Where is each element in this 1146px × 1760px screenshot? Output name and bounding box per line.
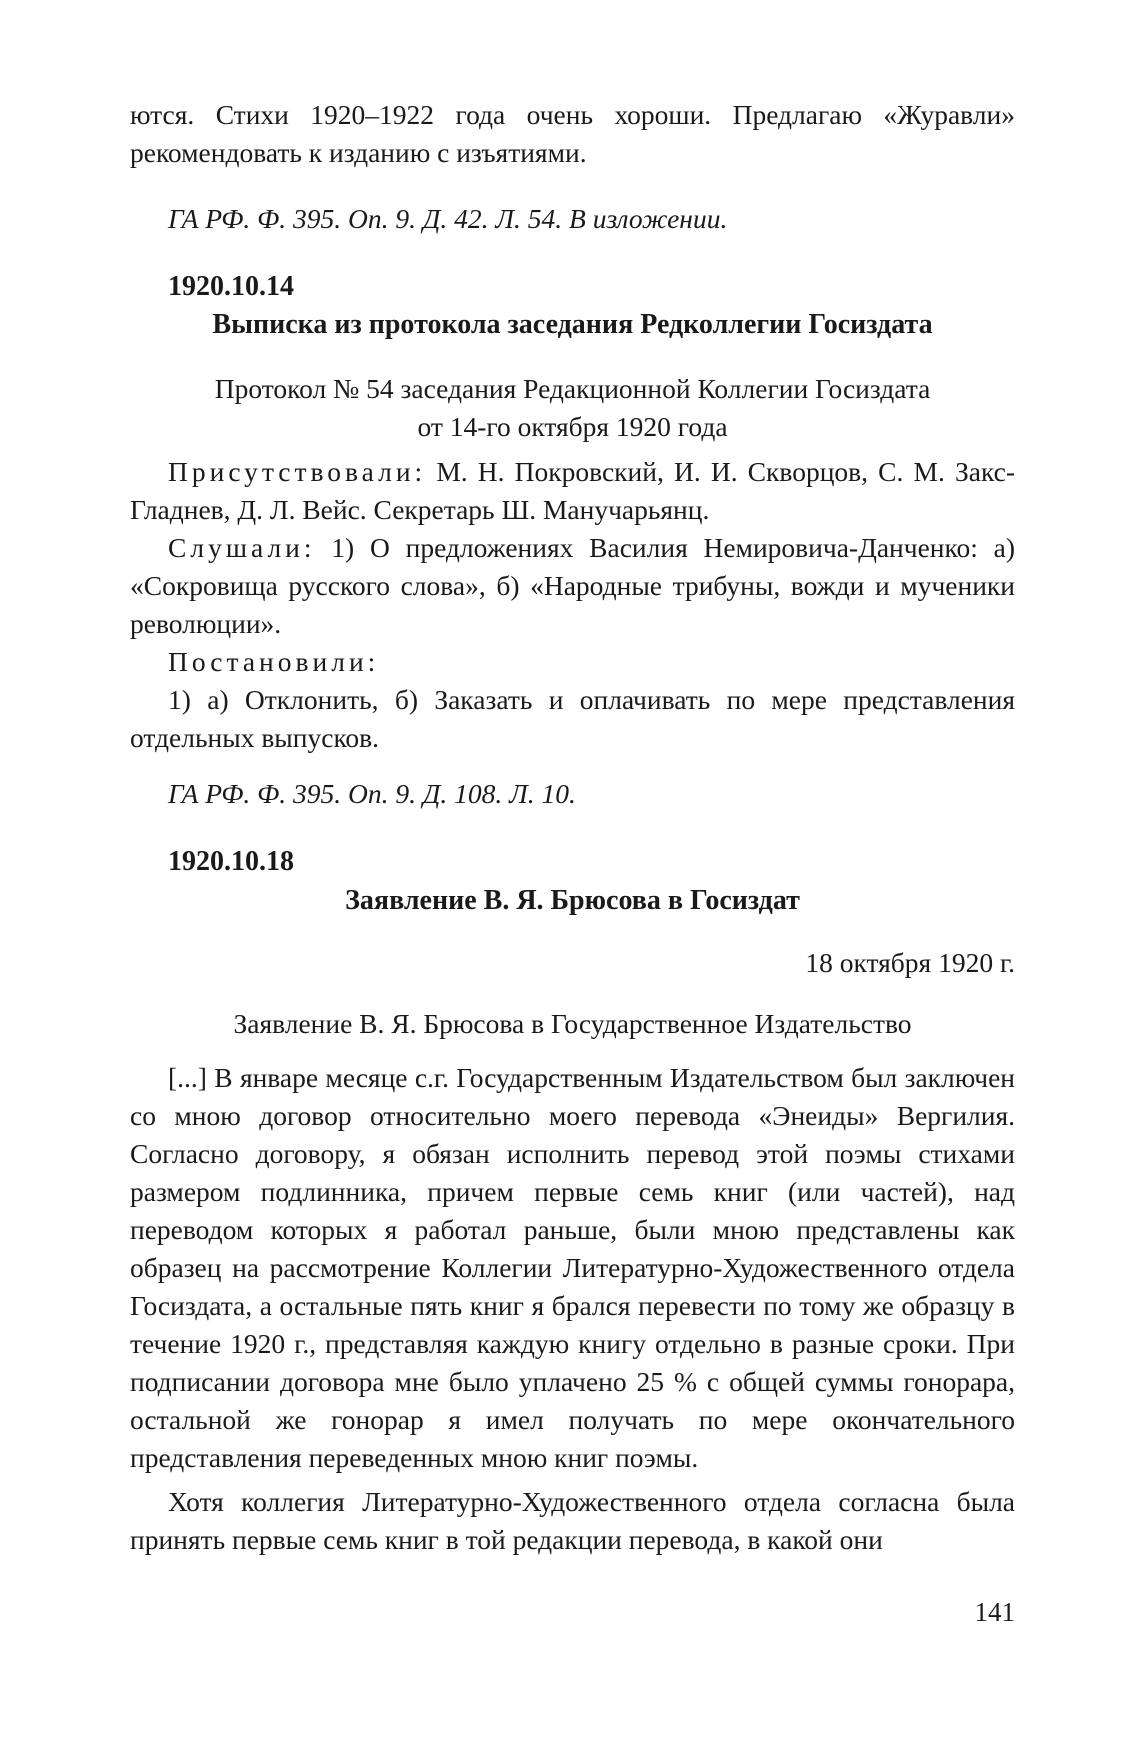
entry-1-date [168,268,1053,306]
entry-2-title [130,882,1015,920]
subtitle: Заявление В. Я. Брюсова в Государственное Издательство [233,1008,912,1039]
citation-2 [168,775,1053,813]
entry-title: Заявление В. Я. Брюсова в Госиздат [345,885,800,916]
protocol-body [130,453,1015,757]
entry-1-title [130,306,1015,344]
resolved-label: Постановили: [168,646,380,677]
protocol-heading [130,370,1015,446]
document-date [130,944,1015,982]
present-label: Присутствовали: [168,456,427,487]
entry-title: Выписка из протокола заседания Редколлегии Госиздата [212,309,933,340]
entry-2-date [168,843,1053,881]
paragraph-2: Хотя коллегия Литературно-Художественного отдела согласна была принять первые семь книг в той редакции перевода, в какой они [130,1486,1015,1555]
citation-1 [168,200,1053,238]
protocol-line-2: от 14-го октября 1920 года [417,411,728,442]
resolved-text: 1) а) Отклонить, б) Заказать и оплачивать по мере представления отдельных выпусков. [130,684,1015,753]
heard-paragraph [130,529,1015,643]
statement-subtitle [130,1005,1015,1043]
top-line-1: ются. Стихи 1920–1922 года очень хороши. Предлагаю «Журавли» [130,99,1015,130]
paragraph-1: [...] В январе месяце с.г. Государственным Издательством был заключен со мною договор относительно моего перевода «Энеиды» Вергилия. Согласно договору, я обязан исполнить перевод этой поэмы стихами размером подлинника, причем первые семь книг (или частей), над переводом которых я работал раньше, были мною представлены как образец на рассмотрение Коллегии Литературно-Художественного отдела Госиздата, а остальные пять книг я брался перевести по тому же образцу в течение 1920 г., представляя каждую книгу отдельно в разные сроки. При подписании договора мне было уплачено 25 % с общей суммы гонорара, остальной же гонорар я имел получать по мере окончательного представления переведенных мною книг поэмы. [130,1062,1015,1473]
entry-date: 1920.10.14 [168,271,294,302]
citation-text: ГА РФ. Ф. 395. Оп. 9. Д. 42. Л. 54. В изложении. [168,203,728,234]
statement-body [130,1059,1015,1559]
doc-date: 18 октября 1920 г. [805,947,1015,978]
heard-text: 1) О предложениях Василия Немировича-Данченко: а) «Сокровища русского слова», б) «Народные трибуны, вожди и мученики революции». [130,532,1015,639]
top-line-2: рекомендовать к изданию с изъятиями. [130,137,587,168]
resolved-paragraph [130,643,1015,681]
entry-date: 1920.10.18 [168,846,294,877]
top-continuation [130,96,1015,172]
present-paragraph [130,453,1015,529]
protocol-line-1: Протокол № 54 заседания Редакционной Коллегии Госиздата [214,373,931,404]
page-number: 141 [974,1597,1015,1627]
present-text: М. Н. Покровский, И. И. Скворцов, С. М. Закс-Гладнев, Д. Л. Вейс. Секретарь Ш. Манучарьянц. [130,456,1015,525]
heard-label: Слушали: [168,532,316,563]
citation-text: ГА РФ. Ф. 395. Оп. 9. Д. 108. Л. 10. [168,778,576,809]
